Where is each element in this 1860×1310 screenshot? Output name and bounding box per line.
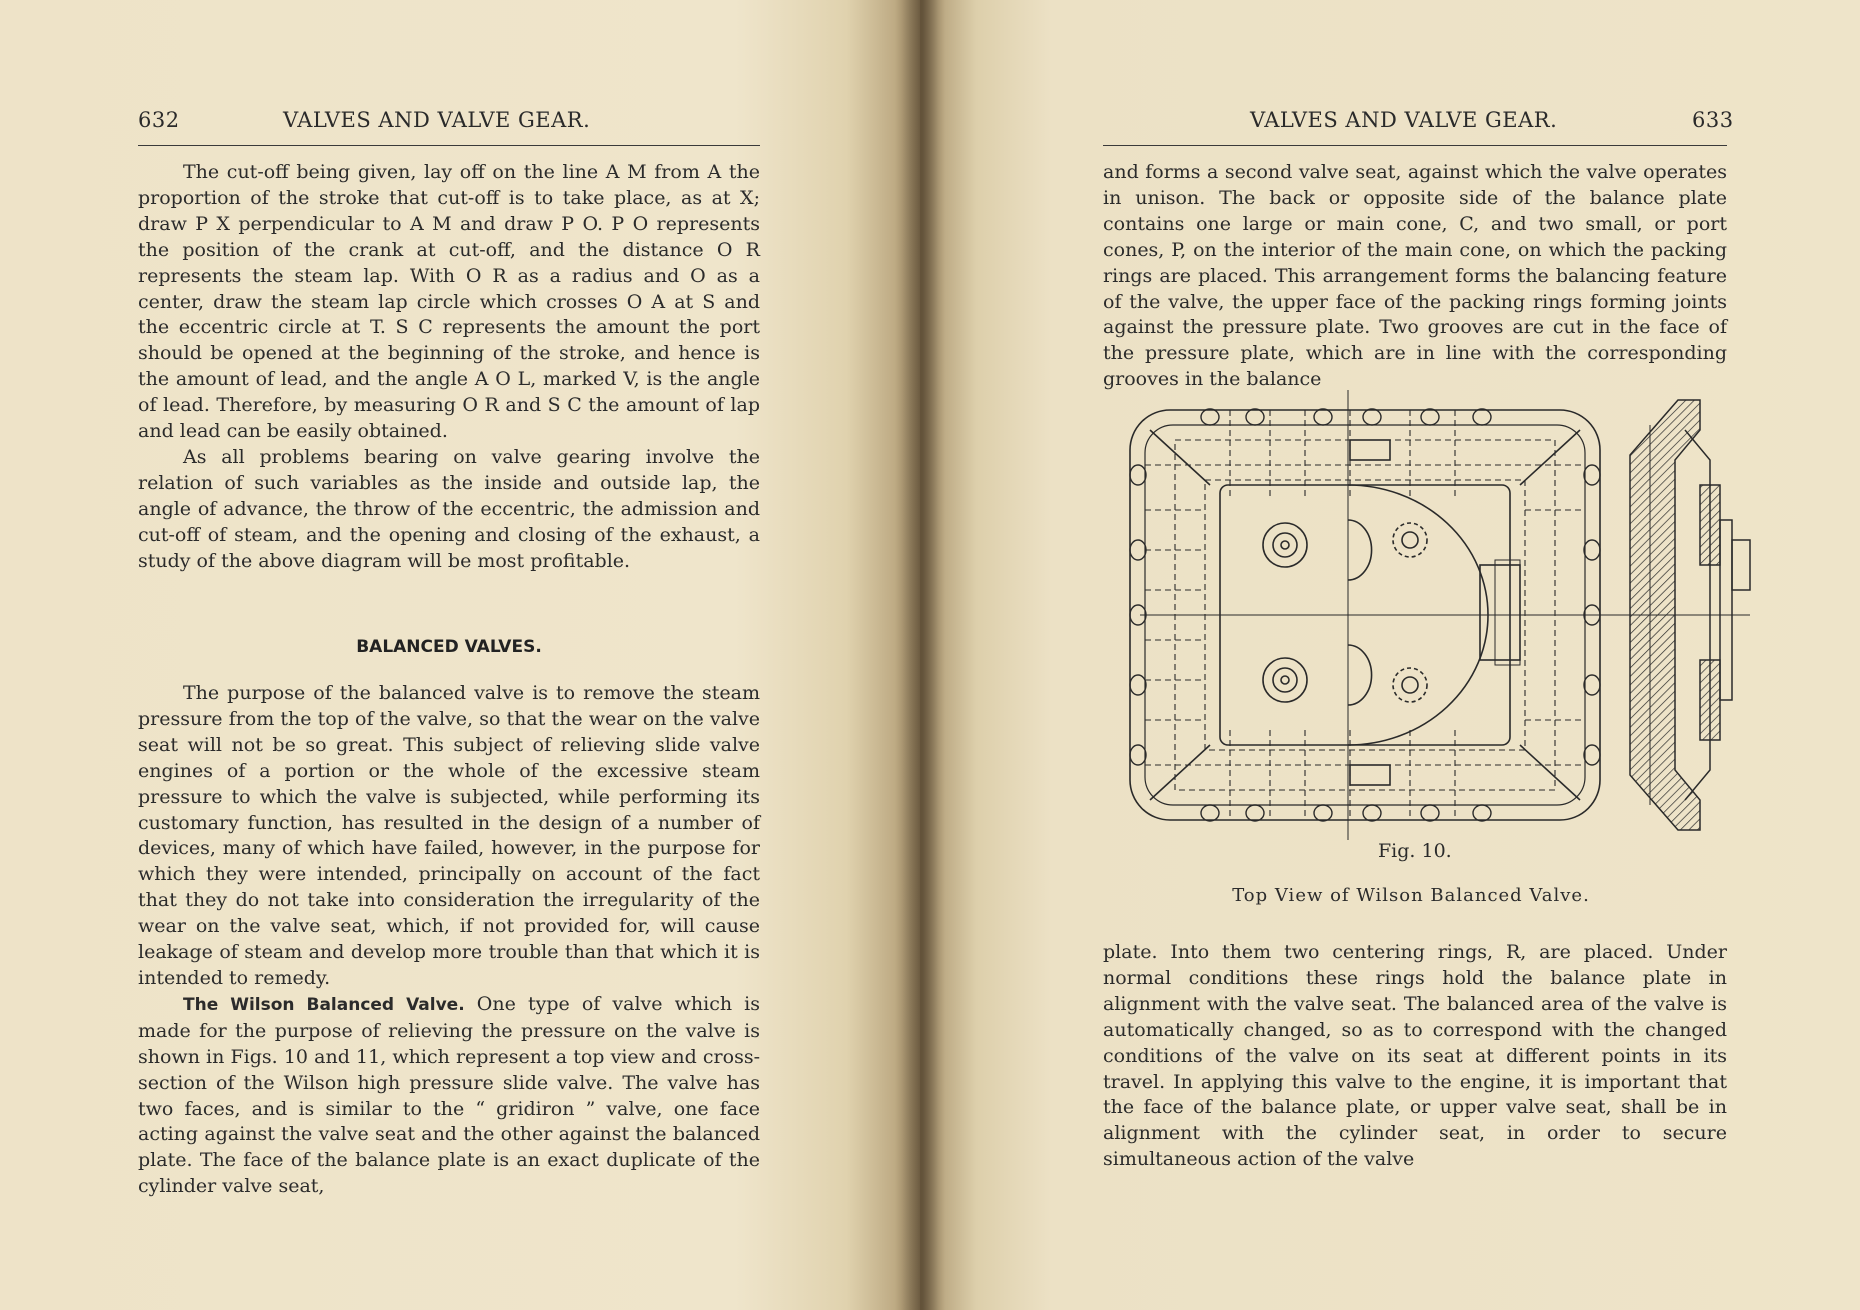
left-paragraph-2: As all problems bearing on valve gearing involve the relation of such variables as the inside and outside lap, the angle of advance, the throw of the eccentric, the admission and cut-off of steam, and the opening and closing of the exhaust, a study of the above diagram will be most profitable.	[138, 445, 760, 572]
right-running-head: VALVES AND VALVE GEAR.	[1250, 108, 1558, 132]
right-paragraph-1: and forms a second valve seat, against which the valve operates in unison. The back or opposite side of the balance plate contains one large or main cone, C, and two small, or port cones, P, on the interior of the main cone, on which the packing rings are placed. This arrangement forms the balancing feature of the valve, the upper face of the packing rings forming joints against the pressure plate. Two grooves are cut in the face of the pressure plate, which are in line with the corresponding grooves in the balance	[1103, 161, 1727, 391]
figure-label: Fig. 10.	[1378, 840, 1452, 862]
figure-caption: Top View of Wilson Balanced Valve.	[1232, 885, 1590, 906]
left-text-bottom	[138, 681, 760, 1200]
wilson-valve-drawing	[1110, 390, 1760, 840]
right-text-top	[1103, 160, 1727, 393]
left-running-head: VALVES AND VALVE GEAR.	[283, 108, 591, 132]
runin-heading: The Wilson Balanced Valve.	[183, 994, 465, 1015]
right-paragraph-2: plate. Into them two centering rings, R, are placed. Under normal conditions these rings hold the balance plate in alignment with the valve seat. The balanced area of the valve is automatically changed, so as to correspond with the changed conditions of the valve on its seat at different points in its travel. In applying this valve to the engine, it is important that the face of the balance plate, or upper valve seat, shall be in alignment with the cylinder seat, in order to secure simultaneous action of the valve	[1103, 941, 1727, 1171]
left-header-rule	[138, 145, 760, 146]
right-header-rule	[1103, 145, 1727, 146]
left-paragraph-4: One type of valve which is made for the purpose of relieving the pressure on the valve is shown in Figs. 10 and 11, which represent a top view and cross-section of the Wilson high pressure slide valve. The valve has two faces, and is similar to the “ gridiron ” valve, one face acting against the valve seat and the other against the balanced plate. The face of the balance plate is an exact duplicate of the cylinder valve seat,	[138, 992, 761, 1198]
left-paragraph-3: The purpose of the balanced valve is to remove the steam pressure from the top of the valve, so that the wear on the valve seat will not be so great. This subject of relieving slide valve engines of a portion or the whole of the excessive steam pressure to which the valve is subjected, while performing its customary function, has resulted in the design of a number of devices, many of which have failed, however, in the purpose for which they were intended, principally on account of the fact that they do not take into consideration the irregularity of the wear on the valve seat, which, if not provided for, will cause leakage of steam and develop more trouble than that which it is intended to remedy.	[138, 682, 760, 989]
right-page-number: 633	[1692, 108, 1734, 132]
left-page-number: 632	[138, 108, 180, 132]
port-cone-upper	[1263, 523, 1307, 567]
section-title: BALANCED VALVES.	[356, 637, 542, 657]
left-paragraph-1: The cut-off being given, lay off on the line A M from A the proportion of the stroke that cut-off is to take place, as at X; draw P X perpendicular to A M and draw P O. P O represents the position of the crank at cut-off, and the distance O R represents the steam lap. With O R as a radius and O as a center, draw the steam lap circle which crosses O A at S and the eccentric circle at T. S C represents the amount the port should be opened at the beginning of the stroke, and hence is the amount of lead, and the angle A O L, marked V, is the angle of lead. Therefore, by measuring O R and S C the amount of lap and lead can be easily obtained.	[138, 161, 760, 443]
left-text-top	[138, 160, 760, 575]
port-cone-lower	[1263, 658, 1307, 702]
book-gutter	[895, 0, 945, 1310]
right-text-bottom	[1103, 940, 1727, 1173]
